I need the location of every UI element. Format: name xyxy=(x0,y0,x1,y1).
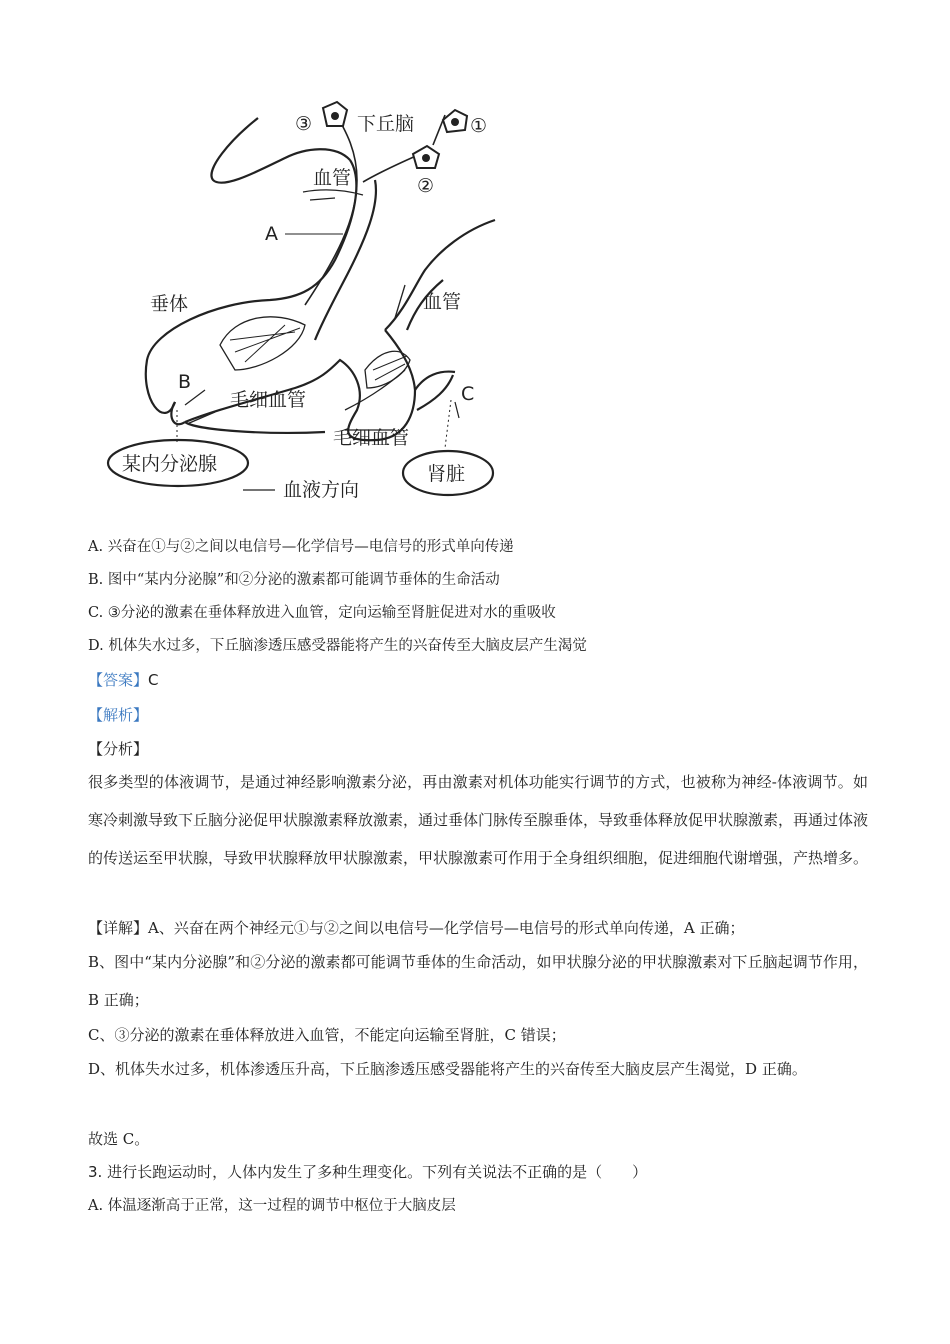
label-pituitary: 垂体 xyxy=(150,293,189,315)
q3-stem-line xyxy=(88,1162,647,1182)
analysis-label: 【解析】 xyxy=(88,706,149,724)
label-b: B xyxy=(178,371,192,393)
diagram-svg xyxy=(95,70,515,510)
label-n3: ③ xyxy=(295,113,313,135)
label-n2: ② xyxy=(417,175,435,197)
neuron-2-icon xyxy=(413,146,439,168)
label-capillary-left: 毛细血管 xyxy=(230,389,307,411)
conclusion: 故选 C。 xyxy=(88,1130,150,1148)
detail-c: C、③分泌的激素在垂体释放进入血管，不能定向运输至肾脏，C 错误； xyxy=(88,1026,566,1044)
label-hypothalamus: 下丘脑 xyxy=(357,113,415,135)
label-c: C xyxy=(461,383,475,405)
answer-line xyxy=(88,670,159,690)
neuron-1-icon xyxy=(443,110,467,132)
q3-option-a: A. 体温逐渐高于正常，这一过程的调节中枢位于大脑皮层 xyxy=(88,1198,456,1214)
label-a: A xyxy=(265,223,278,245)
option-b: B. 图中“某内分泌腺”和②分泌的激素都可能调节垂体的生命活动 xyxy=(88,572,500,588)
neuron-3-icon xyxy=(323,102,347,126)
label-gland: 某内分泌腺 xyxy=(122,453,218,475)
option-c: C. ③分泌的激素在垂体释放进入血管，定向运输至肾脏促进对水的重吸收 xyxy=(88,605,556,621)
hypothalamus-pituitary-diagram xyxy=(95,70,515,510)
answer-label: 【答案】 xyxy=(88,671,149,689)
label-capillary-right: 毛细血管 xyxy=(333,427,410,449)
label-vessel-top: 血管 xyxy=(313,167,352,189)
label-blood-direction: 血液方向 xyxy=(283,479,360,501)
pituitary-outline-lower xyxy=(185,330,415,440)
detail-a-line xyxy=(88,918,744,938)
fenxi-label: 【分析】 xyxy=(88,740,149,758)
detail-b: B、图中“某内分泌腺”和②分泌的激素都可能调节垂体的生命活动，如甲状腺分泌的甲状腺激素对下丘脑起调节作用，B 正确； xyxy=(88,953,868,1009)
answer-value: C xyxy=(148,671,159,689)
q3-stem: 进行长跑运动时，人体内发生了多种生理变化。下列有关说法不正确的是（ ） xyxy=(107,1163,648,1181)
label-vessel-right: 血管 xyxy=(423,291,462,313)
detail-a: A、兴奋在两个神经元①与②之间以电信号—化学信号—电信号的形式单向传递，A 正确； xyxy=(148,919,745,937)
label-n1: ① xyxy=(470,115,488,137)
q3-number: 3. xyxy=(88,1163,103,1181)
option-d: D. 机体失水过多，下丘脑渗透压感受器能将产生的兴奋传至大脑皮层产生渴觉 xyxy=(88,638,587,654)
detail-d: D、机体失水过多，机体渗透压升高，下丘脑渗透压感受器能将产生的兴奋传至大脑皮层产生渴觉，D 正确。 xyxy=(88,1060,807,1078)
option-a: A. 兴奋在①与②之间以电信号—化学信号—电信号的形式单向传递 xyxy=(88,539,514,555)
label-kidney: 肾脏 xyxy=(427,463,466,485)
fenxi-text: 很多类型的体液调节，是通过神经影响激素分泌，再由激素对机体功能实行调节的方式，也被称为神经-体液调节。如寒冷刺激导致下丘脑分泌促甲状腺激素释放激素，通过垂体门脉传至腺垂体，导致垂体释放促甲状腺激素，再通过体液的传送运至甲状腺，导致甲状腺释放甲状腺激素，甲状腺激素可作用于全身组织细胞，促进细胞代谢增强，产热增多。 xyxy=(88,773,869,867)
detail-label: 【详解】 xyxy=(88,919,149,937)
